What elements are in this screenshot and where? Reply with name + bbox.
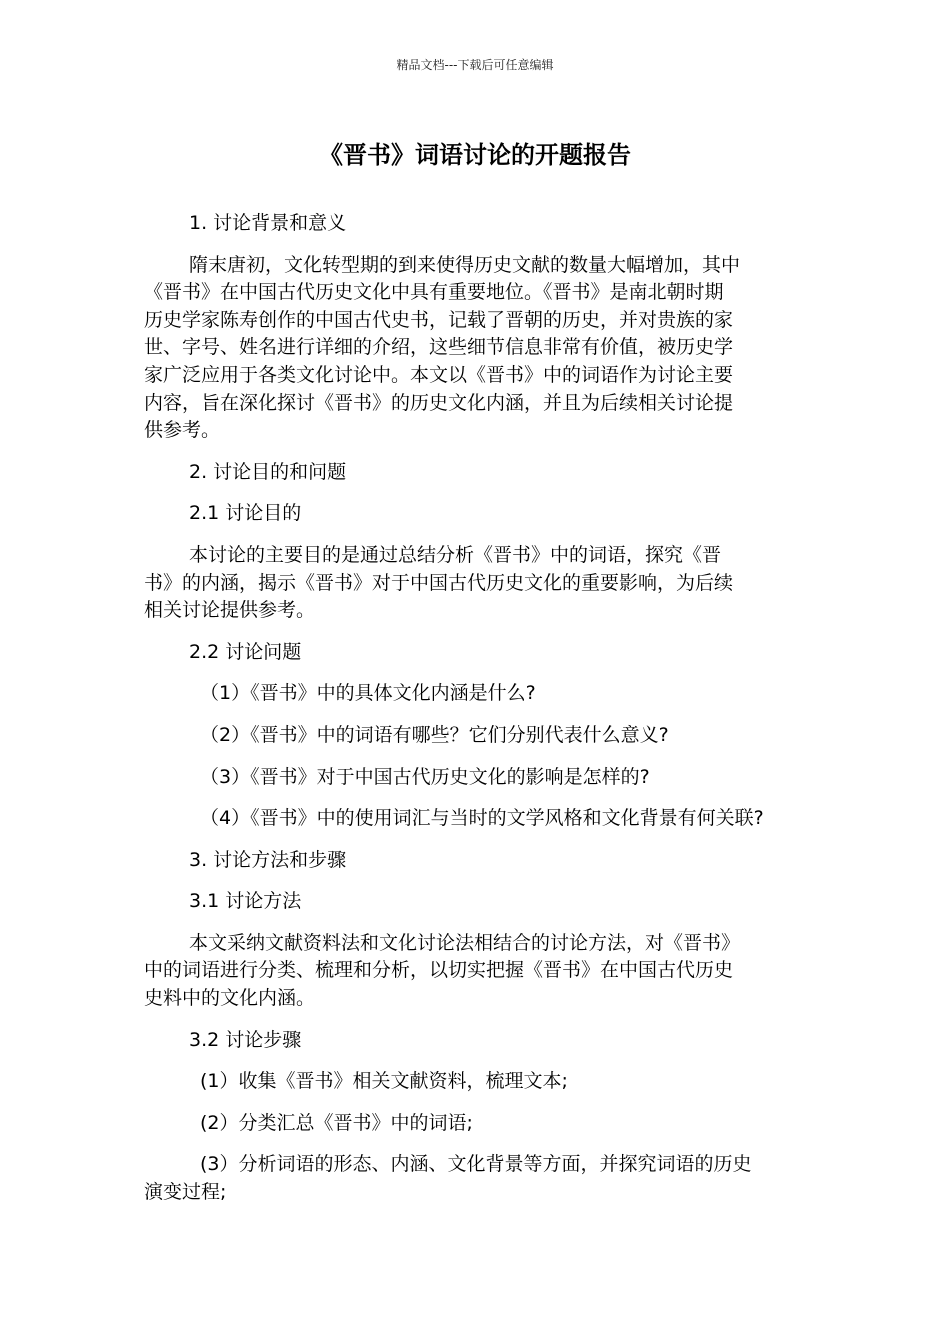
document-title: 《晋书》词语讨论的开题报告 [319, 141, 631, 169]
text-line: 中的词语进行分类、梳理和分析，以切实把握《晋书》在中国古代历史 [144, 959, 734, 982]
text-line: 内容，旨在深化探讨《晋书》的历史文化内涵，并且为后续相关讨论提 [144, 391, 734, 414]
paragraph [144, 1027, 824, 1055]
text-line: 书》的内涵，揭示《晋书》对于中国古代历史文化的重要影响，为后续 [144, 571, 734, 594]
paragraph [144, 1151, 824, 1206]
paragraph [144, 210, 824, 238]
text-line: 本讨论的主要目的是通过总结分析《晋书》中的词语，探究《晋 [189, 543, 722, 566]
text-line: 《晋书》在中国古代历史文化中具有重要地位。《晋书》是南北朝时期 [144, 281, 724, 304]
text-line: (1）收集《晋书》相关文献资料，梳理文本; [200, 1070, 568, 1093]
text-line: (2）分类汇总《晋书》中的词语; [200, 1111, 473, 1134]
text-line: 2.1 讨论目的 [189, 502, 302, 525]
text-line: 3.1 讨论方法 [189, 890, 302, 913]
paragraph [144, 805, 824, 833]
paragraph [144, 888, 824, 916]
text-line: 相关讨论提供参考。 [144, 599, 316, 622]
text-line: 史料中的文化内涵。 [144, 987, 316, 1010]
text-line: 演变过程; [144, 1181, 227, 1204]
text-line: 3.2 讨论步骤 [189, 1028, 302, 1051]
paragraph [144, 542, 824, 625]
text-line: 2.2 讨论问题 [189, 640, 302, 663]
text-line: 3. 讨论方法和步骤 [189, 848, 347, 871]
text-line: 2. 讨论目的和问题 [189, 460, 347, 483]
page-header: 精品文档---下载后可任意编辑 [396, 58, 554, 72]
text-line: (3）分析词语的形态、内涵、文化背景等方面，并探究词语的历史 [200, 1153, 752, 1176]
text-line: 本文采纳文献资料法和文化讨论法相结合的讨论方法，对《晋书》 [189, 931, 741, 954]
paragraph [144, 252, 824, 445]
paragraph [144, 459, 824, 487]
text-line: 世、字号、姓名进行详细的介绍，这些细节信息非常有价值，被历史学 [144, 336, 734, 359]
text-line: （3）《晋书》对于中国古代历史文化的影响是怎样的? [200, 765, 650, 788]
paragraph [144, 847, 824, 875]
document-body [144, 210, 824, 1221]
text-line: 1. 讨论背景和意义 [189, 212, 347, 234]
text-line: 家广泛应用于各类文化讨论中。本文以《晋书》中的词语作为讨论主要 [144, 363, 734, 386]
paragraph [144, 722, 824, 750]
paragraph [144, 639, 824, 667]
text-line: （4）《晋书》中的使用词汇与当时的文学风格和文化背景有何关联? [200, 807, 764, 830]
paragraph [144, 930, 824, 1013]
text-line: （1）《晋书》中的具体文化内涵是什么? [200, 682, 536, 705]
text-line: 隋末唐初，文化转型期的到来使得历史文献的数量大幅增加，其中 [189, 253, 741, 276]
paragraph [144, 680, 824, 708]
paragraph [144, 1110, 824, 1138]
paragraph [144, 1068, 824, 1096]
text-line: 历史学家陈寿创作的中国古代史书，记载了晋朝的历史，并对贵族的家 [144, 308, 734, 331]
text-line: 供参考。 [144, 419, 221, 442]
paragraph [144, 764, 824, 792]
text-line: （2）《晋书》中的词语有哪些？它们分别代表什么意义? [200, 723, 669, 746]
paragraph [144, 500, 824, 528]
